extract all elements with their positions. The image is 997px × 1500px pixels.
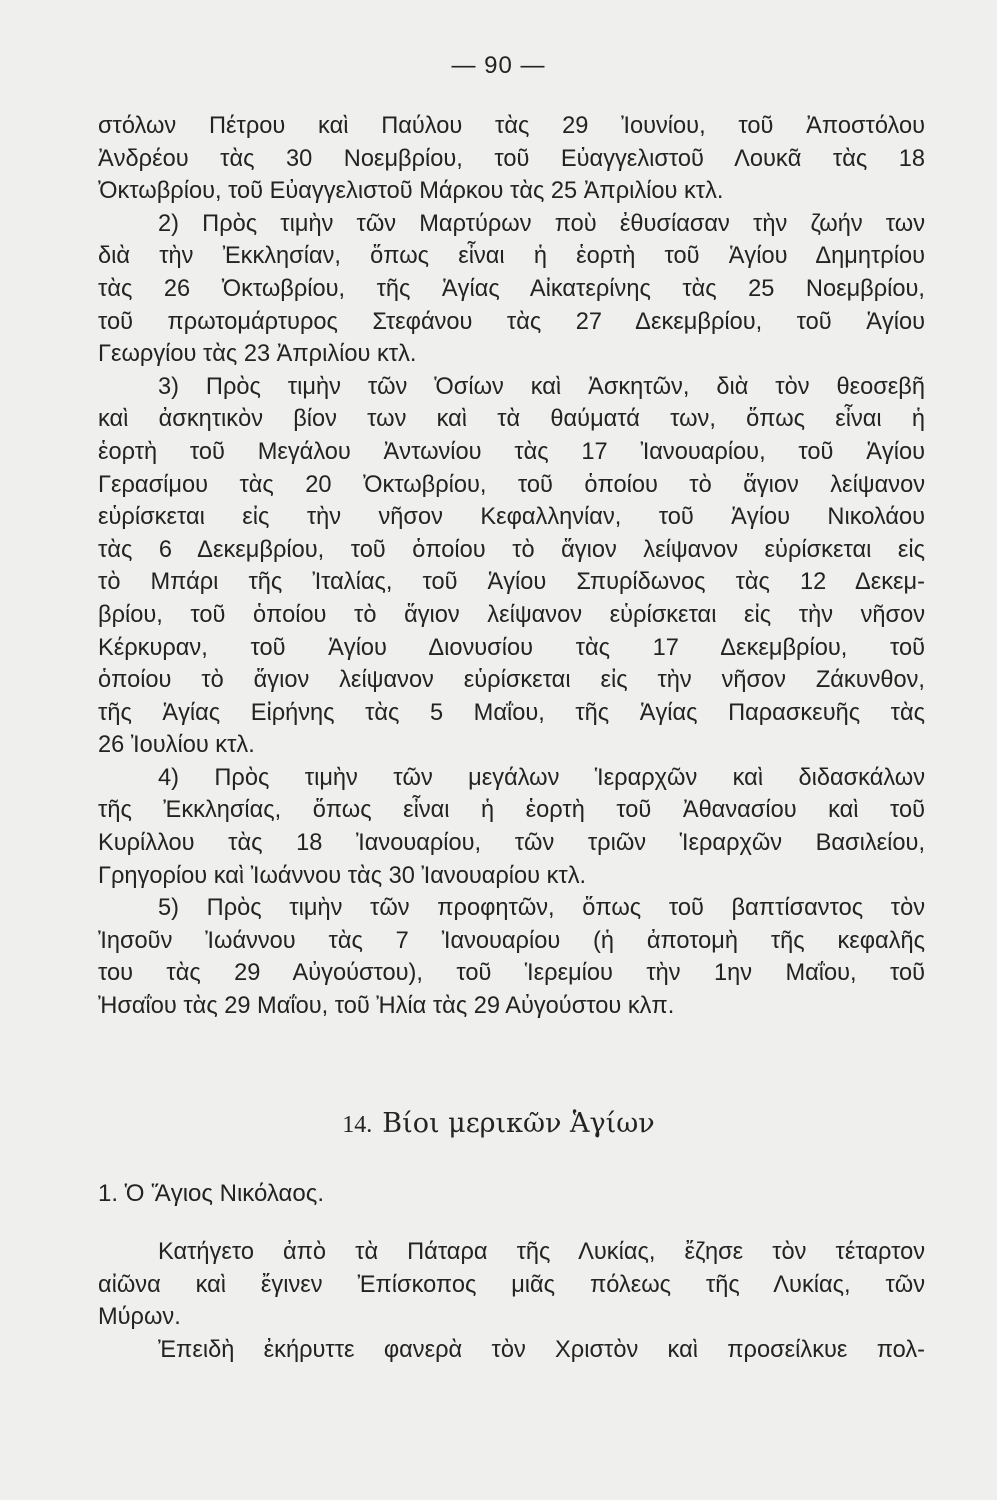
text-line: Ἐπειδὴ ἐκήρυττε φανερὰ τὸν Χριστὸν καὶ προσείλκυε πολ-	[158, 1336, 925, 1363]
text-line: στόλων Πέτρου καὶ Παύλου τὰς 29 Ἰουνίου, τοῦ Ἀποστόλου	[98, 113, 925, 139]
text-line: Κυρίλλου τὰς 18 Ἰανουαρίου, τῶν τριῶν Ἱεραρχῶν Βασιλείου,	[98, 830, 925, 857]
paragraph-3	[98, 371, 925, 762]
text-line: τὰς 6 Δεκεμβρίου, τοῦ ὁποίου τὸ ἅγιον λείψανον εὑρίσκεται εἰς	[98, 536, 925, 563]
text-line: Ἠσαΐου τὰς 29 Μαΐου, τοῦ Ἠλία τὰς 29 Αὐγούστου κλπ.	[98, 993, 675, 1020]
text-line: 2) Πρὸς τιμὴν τῶν Μαρτύρων ποὺ ἐθυσίασαν τὴν ζωήν των	[158, 210, 925, 237]
text-line: Ὀκτωβρίου, τοῦ Εὐαγγελιστοῦ Μάρκου τὰς 25 Ἀπριλίου κτλ.	[98, 178, 724, 205]
text-line: Γρηγορίου καὶ Ἰωάννου τὰς 30 Ἰανουαρίου κτλ.	[98, 862, 587, 889]
text-line: Ἰησοῦν Ἰωάννου τὰς 7 Ἰανουαρίου (ἡ ἀποτομὴ τῆς κεφαλῆς	[98, 927, 925, 954]
text-line: ἑορτὴ τοῦ Μεγάλου Ἀντωνίου τὰς 17 Ἰανουαρίου, τοῦ Ἁγίου	[98, 438, 925, 465]
page-number: — 90 —	[451, 52, 546, 79]
text-line: Γερασίμου τὰς 20 Ὀκτωβρίου, τοῦ ὁποίου τὸ ἅγιον λείψανον	[98, 471, 925, 498]
section-title: Βίοι μερικῶν Ἁγίων	[382, 1108, 655, 1139]
text-line: 3) Πρὸς τιμὴν τῶν Ὁσίων καὶ Ἀσκητῶν, διὰ τὸν θεοσεβῆ	[158, 373, 925, 400]
text-line: εὑρίσκεται εἰς τὴν νῆσον Κεφαλληνίαν, τοῦ Ἁγίου Νικολάου	[98, 504, 925, 531]
section-number: 14.	[342, 1112, 373, 1138]
text-line: αἰῶνα καὶ ἔγινεν Ἐπίσκοπος μιᾶς πόλεως τῆς Λυκίας, τῶν	[98, 1271, 925, 1298]
paragraph-5	[98, 892, 925, 1022]
paragraph-4	[98, 762, 925, 892]
text-line: τὸ Μπάρι τῆς Ἰταλίας, τοῦ Ἁγίου Σπυρίδωνος τὰς 12 Δεκεμ-	[98, 569, 925, 596]
text-line: Κέρκυραν, τοῦ Ἁγίου Διονυσίου τὰς 17 Δεκεμβρίου, τοῦ	[98, 634, 925, 661]
body-text-upper	[98, 110, 925, 1023]
text-line: ὁποίου τὸ ἅγιον λείψανον εὑρίσκεται εἰς τὴν νῆσον Ζάκυνθον,	[98, 667, 925, 694]
text-line: διὰ τὴν Ἐκκλησίαν, ὅπως εἶναι ἡ ἑορτὴ τοῦ Ἁγίου Δημητρίου	[98, 243, 925, 270]
text-line: 4) Πρὸς τιμὴν τῶν μεγάλων Ἱεραρχῶν καὶ διδασκάλων	[158, 764, 925, 791]
text-line: τὰς 26 Ὀκτωβρίου, τῆς Ἁγίας Αἰκατερίνης τὰς 25 Νοεμβρίου,	[98, 275, 925, 302]
subsection-title: 1. Ὁ Ἅγιος Νικόλαος.	[98, 1180, 324, 1207]
paragraph-6	[98, 1236, 925, 1334]
text-line: 5) Πρὸς τιμὴν τῶν προφητῶν, ὅπως τοῦ βαπτίσαντος τὸν	[158, 895, 925, 922]
paragraph-1	[98, 110, 925, 208]
text-line: τῆς Ἁγίας Εἰρήνης τὰς 5 Μαΐου, τῆς Ἁγίας Παρασκευῆς τὰς	[98, 699, 925, 726]
text-line: Κατήγετο ἀπὸ τὰ Πάταρα τῆς Λυκίας, ἔζησε τὸν τέταρτον	[158, 1239, 925, 1265]
paragraph-2	[98, 208, 925, 371]
text-line: καὶ ἀσκητικὸν βίον των καὶ τὰ θαύματά των, ὅπως εἶναι ἡ	[98, 406, 925, 433]
text-line: βρίου, τοῦ ὁποίου τὸ ἅγιον λείψανον εὑρίσκεται εἰς τὴν νῆσον	[98, 601, 925, 628]
text-line: τῆς Ἐκκλησίας, ὅπως εἶναι ἡ ἑορτὴ τοῦ Ἀθανασίου καὶ τοῦ	[98, 797, 925, 824]
text-line: Μύρων.	[98, 1304, 181, 1331]
body-text-lower	[98, 1236, 925, 1366]
text-line: τοῦ πρωτομάρτυρος Στεφάνου τὰς 27 Δεκεμβρίου, τοῦ Ἁγίου	[98, 308, 925, 335]
paragraph-7	[98, 1334, 925, 1367]
text-line: Ἀνδρέου τὰς 30 Νοεμβρίου, τοῦ Εὐαγγελιστοῦ Λουκᾶ τὰς 18	[98, 145, 925, 172]
text-line: Γεωργίου τὰς 23 Ἀπριλίου κτλ.	[98, 341, 417, 368]
text-line: του τὰς 29 Αὐγούστου), τοῦ Ἱερεμίου τὴν 1ην Μαΐου, τοῦ	[98, 960, 925, 987]
text-line: 26 Ἰουλίου κτλ.	[98, 732, 255, 759]
section-heading	[0, 1108, 997, 1139]
